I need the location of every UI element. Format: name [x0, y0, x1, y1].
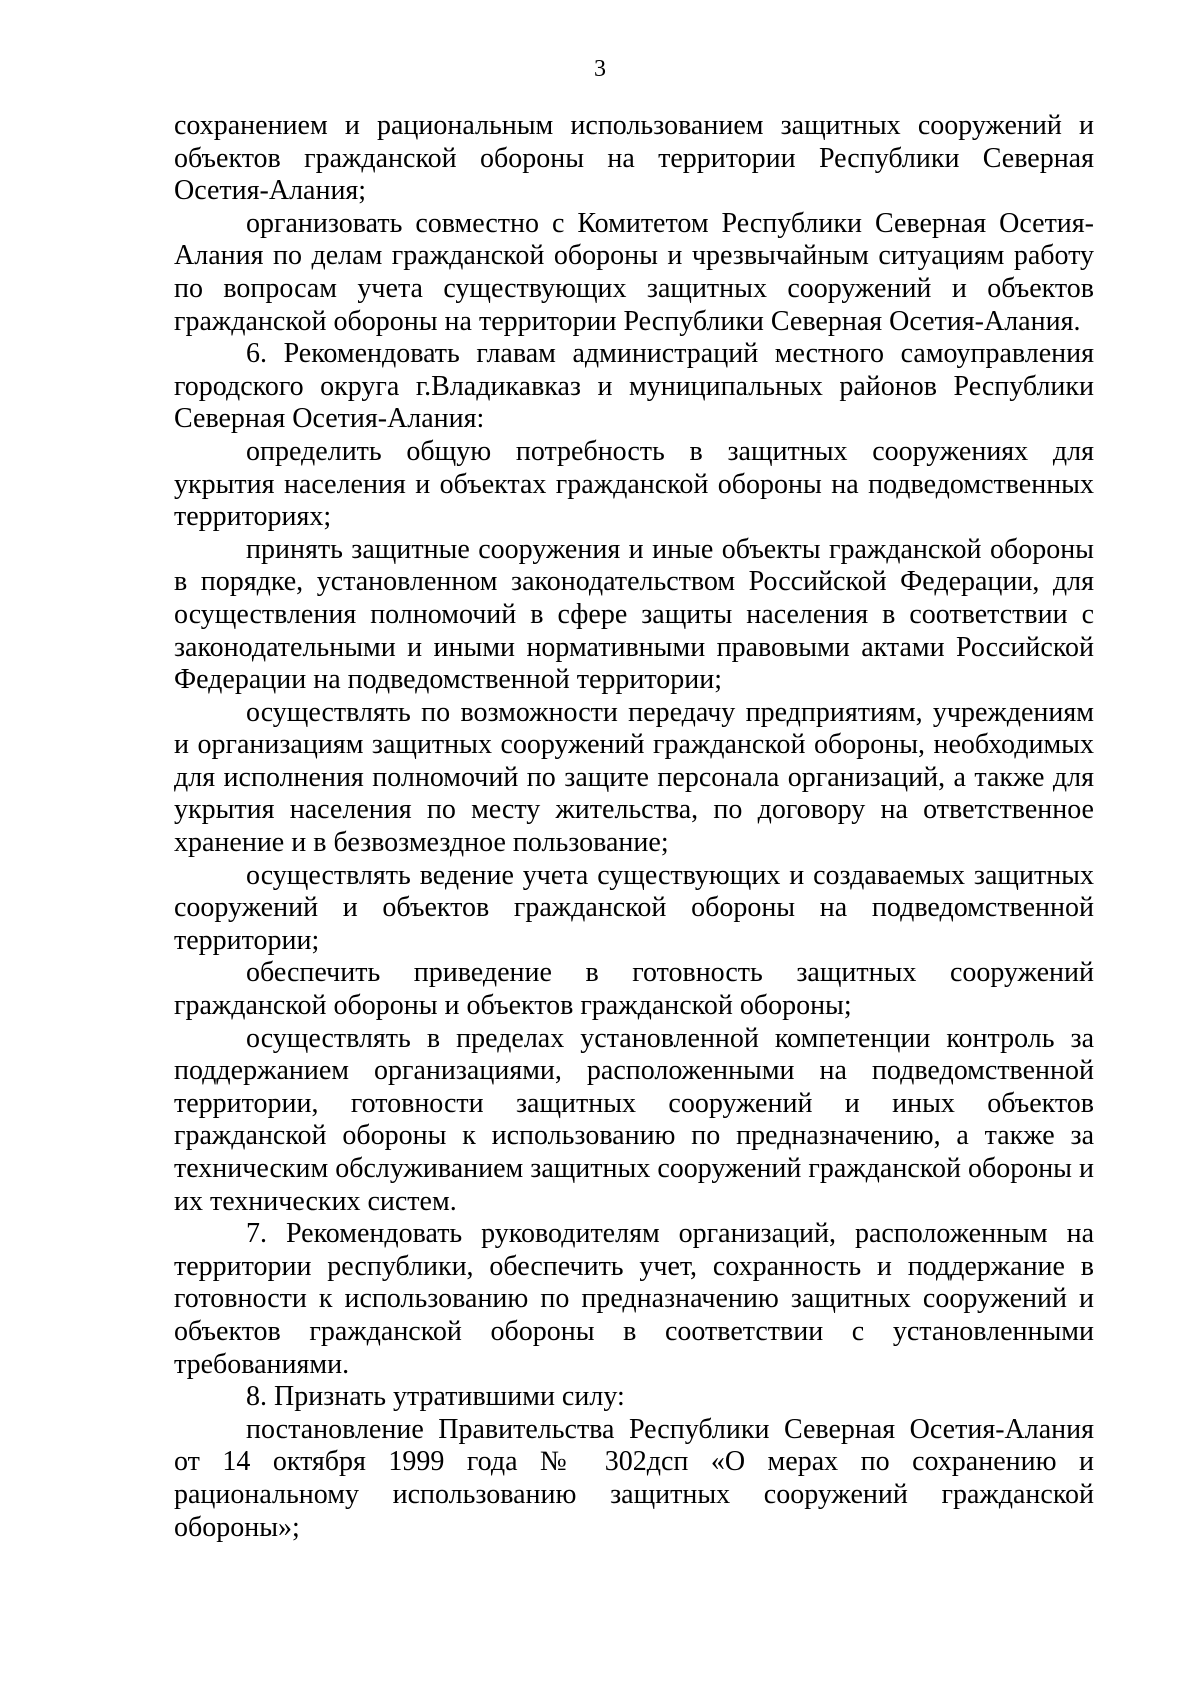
paragraph-continuation: сохранением и рациональным использованием защитных сооружений и объектов гражданской обороны на территории Республики Северная Осетия-Алания; [174, 110, 1094, 207]
paragraph: осуществлять ведение учета существующих и создаваемых защитных сооружений и объектов гражданской обороны на подведомственной территории; [174, 859, 1094, 956]
document-body [174, 110, 1094, 1544]
page-number: 3 [594, 56, 606, 82]
paragraph: осуществлять по возможности передачу предприятиям, учреждениям и организациям защитных сооружений гражданской обороны, необходимых для исполнения полномочий по защите персонала организаций, а также для укрытия населения по месту жительства, по договору на ответственное хранение и в безвозмездное пользование; [174, 696, 1094, 859]
paragraph: обеспечить приведение в готовность защитных сооружений гражданской обороны и объектов гражданской обороны; [174, 957, 1094, 1022]
paragraph: постановление Правительства Республики Северная Осетия-Алания от 14 октября 1999 года № 302дсп «О мерах по сохранению и рациональному использованию защитных сооружений гражданской обороны»; [174, 1413, 1094, 1543]
paragraph-item-7: 7. Рекомендовать руководителям организаций, расположенным на территории республики, обеспечить учет, сохранность и поддержание в готовности к использованию по предназначению защитных сооружений и объектов гражданской обороны в соответствии с установленными требованиями. [174, 1218, 1094, 1380]
paragraph: организовать совместно с Комитетом Республики Северная Осетия-Алания по делам гражданской обороны и чрезвычайным ситуациям работу по вопросам учета существующих защитных сооружений и объектов гражданской обороны на территории Республики Северная Осетия-Алания. [174, 207, 1094, 337]
paragraph: определить общую потребность в защитных сооружениях для укрытия населения и объектах гражданской обороны на подведомственных территориях; [174, 435, 1094, 533]
paragraph-item-8: 8. Признать утратившими силу: [246, 1381, 625, 1413]
paragraph: осуществлять в пределах установленной компетенции контроль за поддержанием организациями, расположенными на подведомственной территории, готовности защитных сооружений и иных объектов гражданской обороны к использованию по предназначению, а также за техническим обслуживанием защитных сооружений гражданской обороны и их технических систем. [174, 1022, 1094, 1217]
paragraph: принять защитные сооружения и иные объекты гражданской обороны в порядке, установленном законодательством Российской Федерации, для осуществления полномочий в сфере защиты населения в соответствии с законодательными и иными нормативными правовыми актами Российской Федерации на подведомственной территории; [174, 533, 1094, 696]
paragraph-item-6: 6. Рекомендовать главам администраций местного самоуправления городского округа г.Владикавказ и муниципальных районов Республики Северная Осетия-Алания: [174, 338, 1094, 435]
